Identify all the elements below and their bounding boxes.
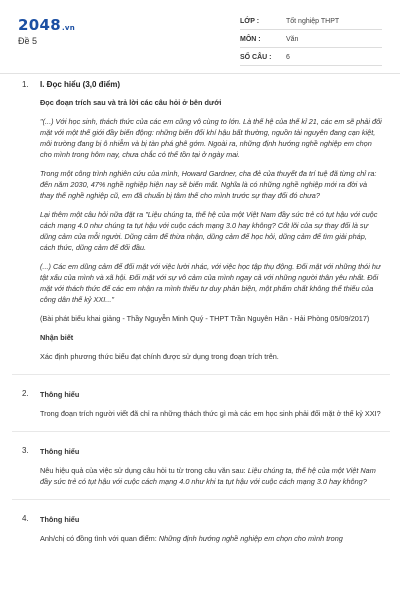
question-quote: Những định hướng nghề nghiệp em chọn cho mình trong: [158, 534, 343, 543]
question-number: 1.: [22, 80, 29, 89]
question-number: 3.: [22, 446, 29, 455]
question-text: [40, 533, 382, 544]
question-text: [40, 465, 382, 487]
meta-value: Văn: [286, 36, 299, 43]
meta-row-count: [240, 50, 382, 66]
question-text: Xác định phương thức biểu đạt chính được sử dụng trong đoạn trích trên.: [40, 352, 279, 361]
question-prefix: Anh/chị có đồng tình với quan điểm:: [40, 534, 159, 543]
question-number: 2.: [22, 389, 29, 398]
meta-value: 6: [286, 54, 290, 61]
passage-paragraph: (...) Các em dũng cảm để đối mặt với việc lười nhác, với việc học tập thụ động. Đối mặt với những thói hư tật xấu của mình và xã hội. Đối mặt với sự vô cảm của mình ngay cả với những người thân yêu nhất. Đối mặt với thách thức để các em nhận ra mình thiếu tư duy phản biện, một phẩm chất không thể thiếu của công dân thế kỷ XXI...": [40, 262, 381, 304]
question-2: [12, 389, 390, 427]
question-quote: Liệu chúng ta, thế hệ của một Việt Nam đầy sức trẻ có tụt hậu với cuộc cách mạng 4.0 như khi ta tụt hậu với cuộc cách mạng 3.0 hay không?: [40, 466, 376, 486]
question-text: Trong đoạn trích người viết đã chỉ ra những thách thức gì mà các em học sinh phải đối mặt ở thế kỷ XXI?: [40, 409, 381, 418]
passage-paragraph: "(...) Với học sinh, thách thức của các em cũng vô cùng to lớn. Là thế hệ của thế kỉ 21, các em sẽ phải đối mặt với một thế giới đầy biến động: những biến đổi khí hậu bất thường, nguồn tài nguyên đang cạn kiệt, môi trường đang bị ô nhiễm và bị tàn phá ghê gớm. Ngoài ra, những định hướng nghề nghiệp em chọn cho mình trong hôm nay, chưa chắc có thể tồn tại ở ngày mai.: [40, 117, 382, 159]
question-divider: [12, 431, 390, 432]
question-number: 4.: [22, 514, 29, 523]
page-header: [0, 0, 400, 66]
question-divider: [12, 374, 390, 375]
instruction: Đọc đoạn trích sau và trả lời các câu hỏi ở bên dưới: [40, 98, 222, 107]
exam-meta: [240, 14, 382, 68]
section-title: I. Đọc hiểu (3,0 điểm): [40, 80, 121, 89]
question-list: [12, 80, 390, 552]
question-level: Nhận biết: [40, 333, 74, 342]
meta-row-subject: [240, 32, 382, 48]
exam-title: Đề 5: [18, 36, 38, 46]
meta-value: Tốt nghiệp THPT: [286, 18, 340, 25]
passage-source: (Bài phát biểu khai giảng - Thầy Nguyễn Minh Quý - THPT Trần Nguyên Hãn - Hải Phòng 05/09/2017): [40, 314, 370, 323]
meta-label: MÔN :: [240, 36, 261, 43]
question-prefix: Nêu hiệu quả của việc sử dụng câu hỏi tu từ trong câu văn sau:: [40, 466, 248, 475]
logo-main: 2048: [18, 16, 61, 34]
question-3: [12, 446, 390, 495]
question-level: Thông hiểu: [40, 447, 80, 456]
question-level: Thông hiểu: [40, 390, 80, 399]
meta-row-class: [240, 14, 382, 30]
site-logo[interactable]: [18, 16, 75, 34]
meta-label: LỚP :: [240, 18, 260, 25]
question-4: [12, 514, 390, 552]
question-level: Thông hiểu: [40, 515, 80, 524]
meta-label: SỐ CÂU :: [240, 54, 272, 61]
passage-paragraph: Lại thêm một câu hỏi nữa đặt ra "Liệu chúng ta, thế hệ của một Việt Nam đầy sức trẻ có tụt hậu với cuộc cách mạng 4.0 như chúng ta tụt hậu với cuộc cách mạng 3.0 hay không? Cốt lõi của sự thay đổi là sự dũng cảm của mỗi người. Dũng cảm để thừa nhận, dũng cảm để học hỏi, dũng cảm để tìm giải pháp, cách thức, dũng cảm để đổi đầu.: [40, 210, 378, 252]
header-divider: [0, 73, 400, 74]
logo-tld: .vn: [61, 24, 76, 32]
passage-paragraph: Trong một công trình nghiên cứu của mình, Howard Gardner, cha đẻ của thuyết đa trí tuệ đã từng chỉ ra: đến năm 2030, 47% nghề nghiệp hiện nay sẽ biến mất. Nghĩa là có những nghề nghiệp mới ra đời và thay thế nghề nghiệp cũ, em đã chuẩn bị tâm thế cho mình trước sự thay đổi đó chưa?: [40, 169, 377, 200]
question-1: [12, 80, 390, 370]
question-divider: [12, 499, 390, 500]
